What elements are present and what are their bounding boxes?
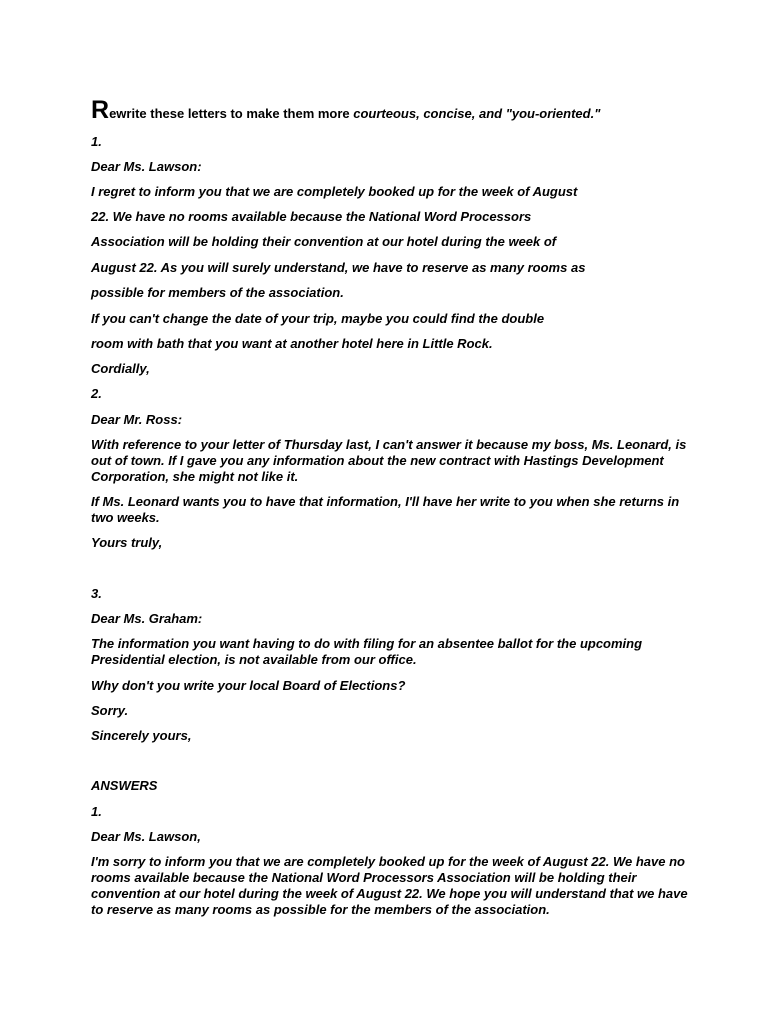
letter1-line: Association will be holding their convention at our hotel during the week of xyxy=(91,234,557,249)
letter1-number: 1. xyxy=(91,134,102,149)
letter3-closing: Sincerely yours, xyxy=(91,728,192,743)
letter1-line: I regret to inform you that we are completely booked up for the week of August xyxy=(91,184,578,199)
letter1-line: If you can't change the date of your trip, maybe you could find the double xyxy=(91,311,545,326)
answer1-salutation: Dear Ms. Lawson, xyxy=(91,829,201,844)
letter1-line: possible for members of the association. xyxy=(91,285,344,300)
letter3-number: 3. xyxy=(91,586,102,601)
drop-cap: R xyxy=(91,96,110,124)
letter1-line: 22. We have no rooms available because the National Word Processors xyxy=(91,209,532,224)
letter2-closing: Yours truly, xyxy=(91,535,163,550)
letter3-paragraph: The information you want having to do with filing for an absentee ballot for the upcoming Presidential election, is not available from our office. xyxy=(91,636,643,667)
letter1-closing: Cordially, xyxy=(91,361,150,376)
letter1-salutation: Dear Ms. Lawson: xyxy=(91,159,202,174)
instructions-text: ewrite these letters to make them more xyxy=(109,106,354,121)
answers-heading: ANSWERS xyxy=(91,778,158,793)
letter2-paragraph: If Ms. Leonard wants you to have that information, I'll have her write to you when she returns in two weeks. xyxy=(91,494,680,525)
letter2-number: 2. xyxy=(91,386,102,401)
letter3-paragraph: Why don't you write your local Board of Elections? xyxy=(91,678,406,693)
letter3-paragraph: Sorry. xyxy=(91,703,129,718)
answer1-paragraph: I'm sorry to inform you that we are completely booked up for the week of August 22. We have no rooms available because the National Word Processors Association will be holding their convention at our hotel during the week of August 22. We hope you will understand that we have to reserve as many rooms as possible for the members of the association. xyxy=(91,854,688,917)
letter1-line: room with bath that you want at another hotel here in Little Rock. xyxy=(91,336,493,351)
instructions-emphasis: courteous, concise, and "you-oriented." xyxy=(353,106,601,121)
letter2-salutation: Dear Mr. Ross: xyxy=(91,412,183,427)
instructions-heading xyxy=(91,96,600,125)
letter2-paragraph: With reference to your letter of Thursday last, I can't answer it because my boss, Ms. Leonard, is out of town. If I gave you any information about the new contract with Hastings Development Corporation, she might not like it. xyxy=(91,437,687,484)
letter1-line: August 22. As you will surely understand, we have to reserve as many rooms as xyxy=(91,260,586,275)
answer1-number: 1. xyxy=(91,804,102,819)
letter3-salutation: Dear Ms. Graham: xyxy=(91,611,203,626)
